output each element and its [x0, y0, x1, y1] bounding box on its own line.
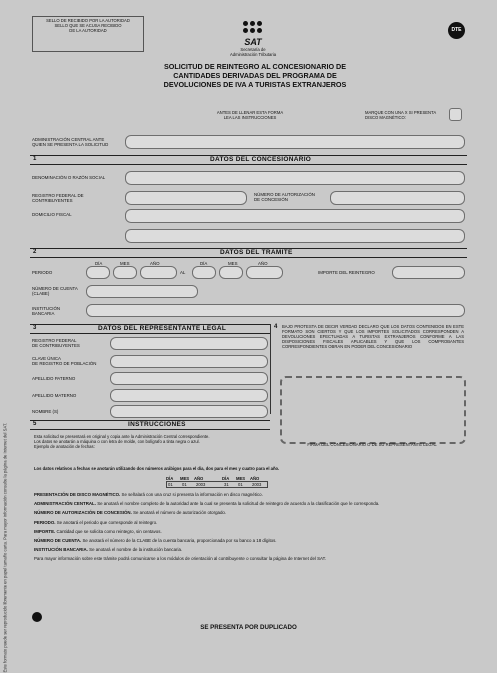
instr-key-2: NÚMERO DE AUTORIZACIÓN DE CONCESIÓN. [34, 510, 132, 516]
instr-val-3: Se anotará el periodo que corresponde al reintegro. [56, 519, 158, 525]
bullet-3: Ejemplo de anotación de fechas: [34, 444, 95, 449]
importe-label: IMPORTE DEL REINTEGRO [318, 270, 375, 275]
instr-val-5: Se anotará el número de la CLABE de la cuenta bancaria, proporcionada por su banco a 18 dígitos. [82, 538, 277, 544]
title-line-1: SOLICITUD DE REINTEGRO AL CONCESIONARIO DE [163, 62, 347, 71]
cuenta-label [32, 286, 78, 296]
instr-key-3: PERIODO. [34, 519, 56, 525]
ex-hdr-dia-2: DÍA [222, 476, 230, 481]
logo-sub: Secretaría de [240, 47, 266, 52]
rfc-label [32, 193, 84, 203]
bullet-2: Los datos se anotarán a máquina o con letra de molde, con bolígrafo a tinta negra o azul. [34, 439, 200, 444]
institucion-label-2: BANCARIA [32, 311, 55, 316]
auth-field[interactable] [330, 191, 465, 205]
cuenta-field[interactable] [86, 285, 198, 298]
ex-val-anio-2: 2003 [252, 482, 262, 487]
curp-label [32, 356, 96, 366]
anio-label-1: AÑO [150, 261, 160, 266]
ex-hdr-anio-1: AÑO [194, 476, 204, 481]
section-3-number: 3 [33, 325, 37, 331]
apellido-paterno-field[interactable] [110, 372, 268, 385]
instructions-note-2: LEA LAS INSTRUCCIONES [223, 115, 277, 120]
bullet-1: Esta solicitud se presentará en original y copia ante la Administración Central correspondiente. [34, 434, 210, 439]
instr-item-4 [34, 529, 464, 534]
stamp-line-1: SELLO DE RECIBIDO POR LA AUTORIDAD [46, 18, 130, 23]
rfc-label-2: CONTRIBUYENTES [32, 198, 73, 203]
stamp-line-2: SELLO QUE SE ACUSA RECIBIDO [54, 23, 122, 28]
ex-val-anio-1: 2003 [196, 482, 206, 487]
corner-dot [32, 612, 42, 622]
instr-item-3 [34, 520, 464, 525]
magnetic-note-2: DISCO MAGNÉTICO: [365, 115, 406, 120]
instr-key-4: IMPORTE. [34, 528, 56, 534]
ex-val-mes-2: 01 [238, 482, 243, 487]
apellido-materno-field[interactable] [110, 389, 268, 402]
section-2-number: 2 [33, 249, 37, 255]
stamp-line-3: DE LA AUTORIDAD [69, 28, 107, 33]
section-divider [270, 324, 271, 414]
instr-item-5 [34, 538, 464, 543]
dte-badge: DTE [448, 22, 465, 39]
receipt-stamp-box [32, 16, 144, 52]
dia-label-1: DÍA [95, 261, 103, 266]
ex-val-dia-2: 31 [224, 482, 229, 487]
instr-val-4: Cantidad que se solicita como reintegro, sin centavos. [56, 528, 162, 534]
section-5-bullets [34, 434, 270, 449]
section-2-title: DATOS DEL TRAMITE [220, 249, 293, 256]
instr-key-5: NÚMERO DE CUENTA. [34, 538, 82, 544]
domicilio-field-1[interactable] [125, 209, 465, 223]
instr-item-0 [34, 492, 464, 497]
instr-item-2 [34, 510, 464, 515]
ex-hdr-mes-1: MES [180, 476, 190, 481]
magnetic-note [365, 110, 445, 120]
logo-sub2: Administración Tributaria [229, 52, 277, 57]
periodo-to-month[interactable] [219, 266, 243, 279]
sat-logo [229, 20, 277, 57]
domicilio-label: DOMICILIO FISCAL [32, 212, 72, 217]
admin-label-1: ADMINISTRACIÓN CENTRAL ANTE [32, 137, 105, 142]
ex-hdr-anio-2: AÑO [250, 476, 260, 481]
auth-label [254, 192, 315, 202]
magnetic-disk-checkbox[interactable] [449, 108, 462, 121]
ex-hdr-mes-2: MES [236, 476, 246, 481]
al-label: AL [180, 270, 186, 275]
denom-field[interactable] [125, 171, 465, 185]
periodo-to-year[interactable] [246, 266, 283, 279]
signature-box[interactable] [280, 376, 466, 444]
institucion-label [32, 306, 60, 316]
cuenta-label-1: NÚMERO DE CUENTA [32, 286, 78, 291]
admin-label-2: QUIEN SE PRESENTA LA SOLICITUD [32, 142, 109, 147]
periodo-from-month[interactable] [113, 266, 137, 279]
apellido-paterno-label: APELLIDO PATERNO [32, 376, 76, 381]
section-1-title: DATOS DEL CONCESIONARIO [210, 156, 312, 163]
ex-val-mes-1: 01 [182, 482, 187, 487]
admin-label [32, 137, 108, 147]
section-4-number: 4 [274, 324, 278, 330]
mes-label-1: MES [120, 261, 130, 266]
rfc-field[interactable] [125, 191, 247, 205]
date-example [166, 476, 268, 488]
ex-hdr-dia-1: DÍA [166, 476, 174, 481]
auth-label-2: DE CONCESIÓN [254, 197, 288, 202]
rfc-label-1: REGISTRO FEDERAL DE [32, 193, 84, 198]
apellido-materno-label: APELLIDO MATERNO [32, 393, 77, 398]
institucion-field[interactable] [86, 304, 465, 317]
periodo-from-day[interactable] [86, 266, 110, 279]
instructions-body [34, 492, 464, 562]
dia-label-2: DÍA [200, 261, 208, 266]
rep-rfc-field[interactable] [110, 337, 268, 350]
periodo-from-year[interactable] [140, 266, 177, 279]
importe-field[interactable] [392, 266, 465, 279]
side-note: Este formato puede ser reproducido libremente en papel tamaño carta. Para mayor información consulte la página de Internet del SAT. [2, 422, 8, 673]
logo-text: SAT [244, 37, 262, 47]
instr-item-1 [34, 501, 464, 506]
ex-val-dia-1: 01 [168, 482, 173, 487]
instr-val-6: Se anotará el nombre de la institución bancaria. [89, 547, 183, 553]
section-1-number: 1 [33, 156, 37, 162]
section-5-title: INSTRUCCIONES [128, 421, 186, 428]
title-line-2: CANTIDADES DERIVADAS DEL PROGRAMA DE [173, 71, 337, 80]
instr-key-1: ADMINISTRACIÓN CENTRAL. [34, 501, 96, 507]
nombres-field[interactable] [110, 405, 268, 418]
domicilio-field-2[interactable] [125, 229, 465, 243]
date-example-label: Los datos relativos a fechas se anotarán utilizando dos números arábigos para el día, dos para el mes y cuatro para el año. [34, 466, 280, 471]
periodo-label: PERIODO [32, 270, 53, 275]
admin-field[interactable] [125, 135, 465, 149]
footer-duplicado: SE PRESENTA POR DUPLICADO [200, 624, 297, 631]
instr-key-0: PRESENTACIÓN DE DISCO MAGNÉTICO. [34, 492, 121, 497]
nombres-label: NOMBRE (S) [32, 409, 59, 414]
rep-rfc-label [32, 338, 80, 348]
title-line-3: DEVOLUCIONES DE IVA A TURISTAS EXTRANJEROS [163, 80, 347, 89]
instr-item-6 [34, 547, 464, 552]
curp-label-2: DE REGISTRO DE POBLACIÓN [32, 361, 97, 366]
section-4-text: BAJO PROTESTA DE DECIR VERDAD DECLARO QUE LOS DATOS CONTENIDOS EN ESTE FORMATO SON CIERTOS Y QUE LOS IMPORTES SOLICITADOS CORRESPONDEN A DEVOLUCIONES EFECTUADAS A TURISTAS EXTRANJEROS CONFORME A LAS DISPOSICIONES FISCALES APLICABLES Y QUE LOS COMPROBANTES CORRESPONDIENTES OBRAN EN PODER DEL CONCESIONARIO [282, 324, 464, 349]
institucion-label-1: INSTITUCIÓN [32, 306, 61, 311]
rep-rfc-label-1: REGISTRO FEDERAL [32, 338, 77, 343]
rep-rfc-label-2: DE CONTRIBUYENTES [32, 343, 80, 348]
instr-val-0: Se señalará con una cruz si presenta la información en disco magnético. [121, 492, 263, 497]
instr-key-6: INSTITUCIÓN BANCARIA. [34, 547, 88, 553]
signature-label: FIRMA DEL CONCESIONARIO O DE SU REPRESENTANTE LEGAL [307, 442, 437, 447]
instr-val-1: Se anotará el nombre completo de la autoridad ante la cual se presenta la solicitud de reintegro de acuerdo a la clasificación que le corresponda. [97, 501, 380, 507]
form-title [140, 62, 370, 89]
instr-val-2: Se anotará el número de autorización otorgado. [133, 510, 227, 516]
section-5-number: 5 [33, 421, 37, 427]
curp-field[interactable] [110, 355, 268, 368]
instructions-note-1: ANTES DE LLENAR ESTA FORMA [216, 110, 284, 115]
denom-label: DENOMINACIÓN O RAZÓN SOCIAL [32, 175, 106, 180]
mes-label-2: MES [228, 261, 238, 266]
cuenta-label-2: (CLABE) [32, 291, 50, 296]
anio-label-2: AÑO [258, 261, 268, 266]
instructions-note [205, 110, 295, 120]
auth-label-1: NÚMERO DE AUTORIZACIÓN [254, 192, 315, 197]
magnetic-note-1: MARQUE CON UNA X SI PRESENTA [365, 110, 437, 115]
footer-note: Para mayor información sobre este trámite podrá comunicarse a los módulos de orientación al contribuyente o consultar la página de Internet del SAT. [34, 556, 327, 562]
section-3-title: DATOS DEL REPRESENTANTE LEGAL [98, 325, 227, 332]
sat-logo-icon [242, 20, 264, 34]
periodo-to-day[interactable] [192, 266, 216, 279]
curp-label-1: CLAVE ÚNICA [32, 356, 61, 361]
